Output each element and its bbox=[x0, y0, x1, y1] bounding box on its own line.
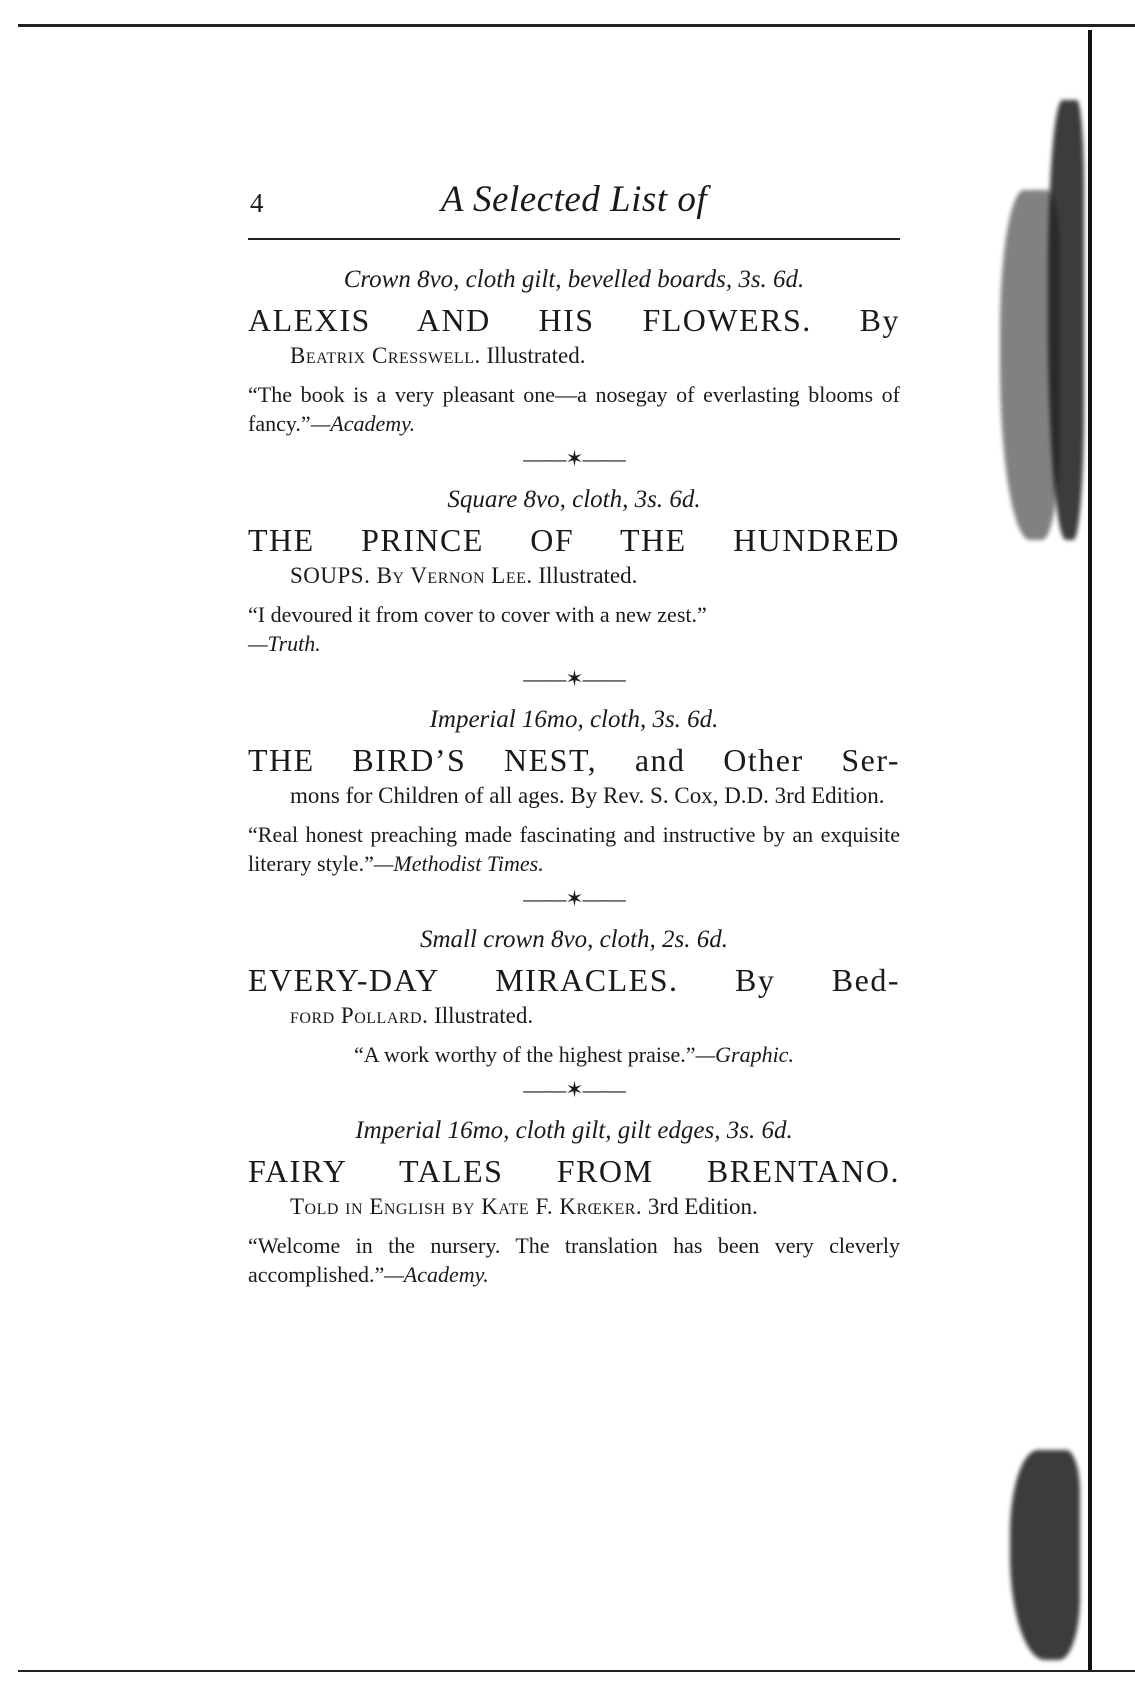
document-page bbox=[248, 170, 900, 1289]
book-title: EVERY-DAY MIRACLES. By Bed- bbox=[248, 962, 900, 998]
book-format-price: Small crown 8vo, cloth, 2s. 6d. bbox=[419, 926, 729, 953]
book-author: Told in English by Kate F. Krœker. bbox=[290, 1194, 643, 1219]
book-entry bbox=[248, 486, 900, 658]
review-quote bbox=[248, 1231, 900, 1289]
book-entry bbox=[248, 706, 900, 878]
book-title: THE BIRD’S NEST, and Other Ser- bbox=[248, 742, 900, 778]
review-text: “A work worthy of the highest praise.” bbox=[354, 1042, 696, 1067]
section-divider: ——✶—— bbox=[523, 1077, 625, 1102]
scan-edge-shadow bbox=[1088, 30, 1092, 1670]
review-quote bbox=[248, 600, 900, 658]
page-number: 4 bbox=[250, 188, 264, 218]
header-rule bbox=[248, 238, 900, 240]
book-title: THE PRINCE OF THE HUNDRED bbox=[248, 522, 900, 558]
bottom-rule bbox=[18, 1670, 1135, 1672]
review-text: “I devoured it from cover to cover with a new zest.” bbox=[248, 602, 707, 627]
review-source: —Academy. bbox=[384, 1262, 489, 1287]
book-format-price: Imperial 16mo, cloth gilt, gilt edges, 3s. 6d. bbox=[355, 1117, 793, 1144]
running-title: A Selected List of bbox=[440, 179, 708, 220]
review-quote bbox=[248, 820, 900, 878]
book-author: mons for Children of all ages. By Rev. S. Cox, D.D. bbox=[290, 783, 769, 808]
book-entry bbox=[248, 266, 900, 438]
section-divider: ——✶—— bbox=[523, 666, 625, 691]
review-text: “Welcome in the nursery. The translation has been very cleverly accomplished.” bbox=[248, 1233, 900, 1287]
book-title: ALEXIS AND HIS FLOWERS. By bbox=[248, 302, 900, 338]
review-source: —Graphic. bbox=[695, 1042, 794, 1067]
book-byline bbox=[290, 1191, 900, 1223]
review-text: “Real honest preaching made fascinating and instructive by an exquisite literary style.” bbox=[248, 822, 900, 876]
book-note: Illustrated. bbox=[434, 1003, 534, 1028]
book-note: Illustrated. bbox=[538, 563, 638, 588]
page-header bbox=[248, 170, 900, 234]
review-source: —Truth. bbox=[248, 631, 321, 656]
top-rule bbox=[18, 24, 1135, 27]
book-format-price: Imperial 16mo, cloth, 3s. 6d. bbox=[429, 706, 719, 733]
book-entry bbox=[248, 1117, 900, 1289]
book-note: Illustrated. bbox=[486, 343, 586, 368]
section-divider: ——✶—— bbox=[523, 886, 625, 911]
book-byline bbox=[290, 780, 900, 812]
book-format-price: Square 8vo, cloth, 3s. 6d. bbox=[447, 486, 701, 513]
section-divider: ——✶—— bbox=[523, 446, 625, 471]
book-title: FAIRY TALES FROM BRENTANO. bbox=[248, 1153, 900, 1189]
book-byline bbox=[290, 340, 900, 372]
book-author: Beatrix Cresswell. bbox=[290, 343, 481, 368]
review-text: “The book is a very pleasant one—a nosegay of everlasting blooms of fancy.” bbox=[248, 382, 900, 436]
scan-smudge bbox=[1010, 1450, 1080, 1660]
book-note: 3rd Edition. bbox=[647, 1194, 758, 1219]
review-quote bbox=[248, 380, 900, 438]
book-byline bbox=[290, 1000, 900, 1032]
book-format-price: Crown 8vo, cloth gilt, bevelled boards, 3s. 6d. bbox=[343, 266, 805, 293]
book-author: SOUPS. By Vernon Lee. bbox=[290, 563, 533, 588]
book-note: 3rd Edition. bbox=[774, 783, 885, 808]
scan-smudge bbox=[1000, 190, 1060, 540]
book-author: ford Pollard. bbox=[290, 1003, 429, 1028]
review-quote bbox=[248, 1040, 900, 1069]
review-source: —Academy. bbox=[310, 411, 416, 436]
book-entry bbox=[248, 926, 900, 1069]
review-source: —Methodist Times. bbox=[373, 851, 544, 876]
book-byline bbox=[290, 560, 900, 592]
